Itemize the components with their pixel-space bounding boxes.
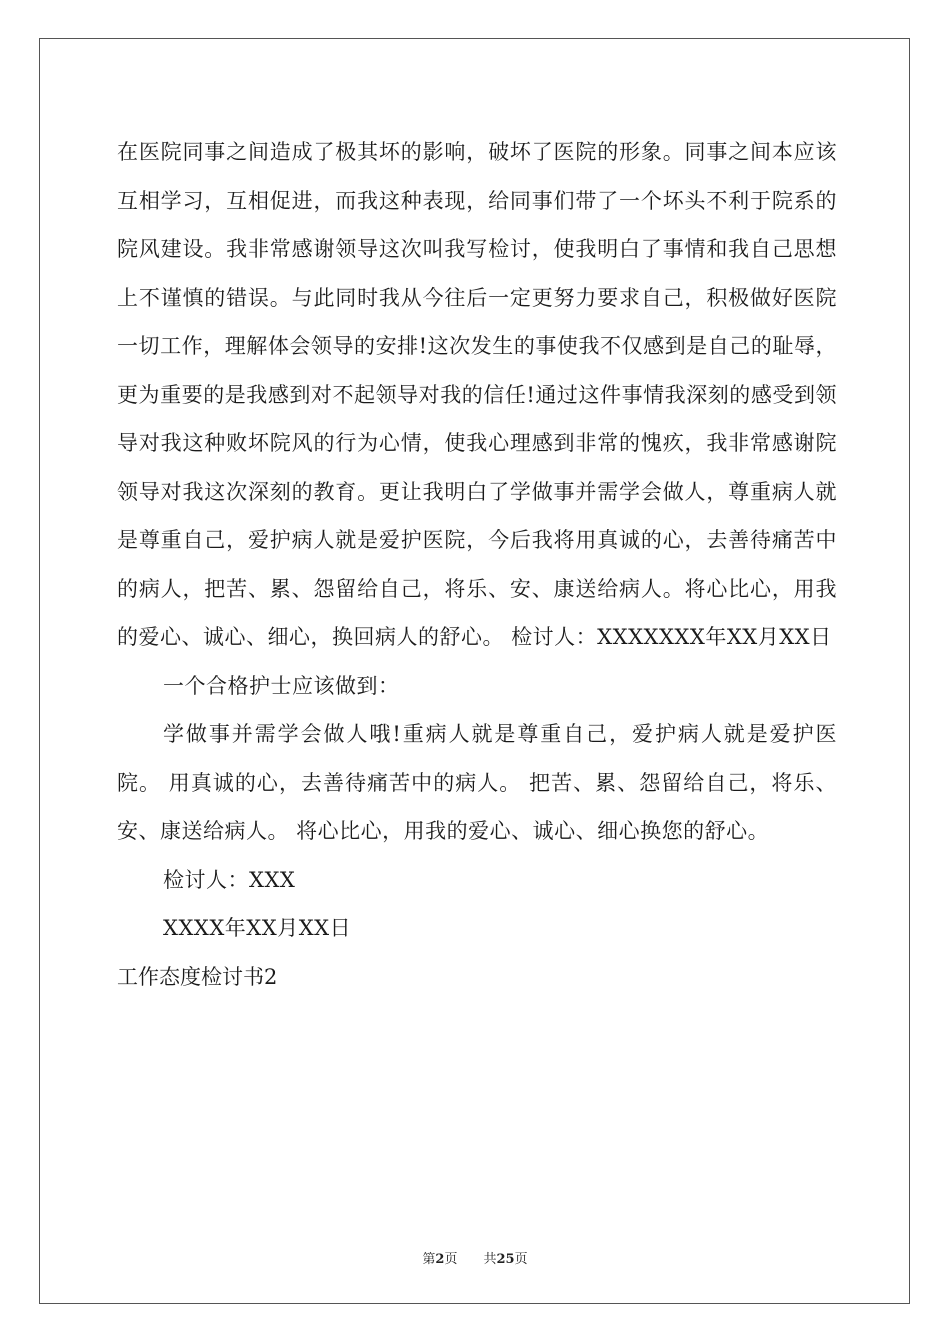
page-suffix: 页 xyxy=(444,1252,458,1267)
page-prefix: 第 xyxy=(422,1252,436,1267)
page-footer xyxy=(0,1248,950,1267)
date-line: XXXX年XX月XX日 xyxy=(163,916,352,940)
section-title: 工作态度检讨书2 xyxy=(117,964,278,989)
total-pages: 25 xyxy=(496,1252,515,1267)
page-number: 2 xyxy=(435,1252,445,1267)
paragraph-nurse-heading: 一个合格护士应该做到： xyxy=(163,673,400,698)
total-suffix: 页 xyxy=(514,1252,528,1267)
document-body xyxy=(117,128,837,1001)
total-prefix: 共 xyxy=(483,1252,497,1267)
signature-line: 检讨人：XXX xyxy=(163,867,296,892)
paragraph-nurse-duties: 学做事并需学会做人哦!重病人就是尊重自己，爱护病人就是爱护医院。 用真诚的心，去善待痛苦中的病人。 把苦、累、怨留给自己，将乐、安、康送给病人。 将心比心，用我的爱心、诚心、细心换您的舒心。 xyxy=(117,722,837,843)
paragraph-main: 在医院同事之间造成了极其坏的影响，破坏了医院的形象。同事之间本应该互相学习，互相促进，而我这种表现，给同事们带了一个坏头不利于院系的院风建设。我非常感谢领导这次叫我写检讨，使我明白了事情和我自己思想上不谨慎的错误。与此同时我从今往后一定更努力要求自己，积极做好医院一切工作，理解体会领导的安排!这次发生的事使我不仅感到是自己的耻辱，更为重要的是我感到对不起领导对我的信任!通过这件事情我深刻的感受到领导对我这种败坏院风的行为心情，使我心理感到非常的愧疚，我非常感谢院领导对我这次深刻的教育。更让我明白了学做事并需学会做人，尊重病人就是尊重自己，爱护病人就是爱护医院，今后我将用真诚的心，去善待痛苦中的病人，把苦、累、怨留给自己，将乐、安、康送给病人。将心比心，用我的爱心、诚心、细心，换回病人的舒心。 检讨人：XXXXXXX年XX月XX日 xyxy=(117,140,837,649)
